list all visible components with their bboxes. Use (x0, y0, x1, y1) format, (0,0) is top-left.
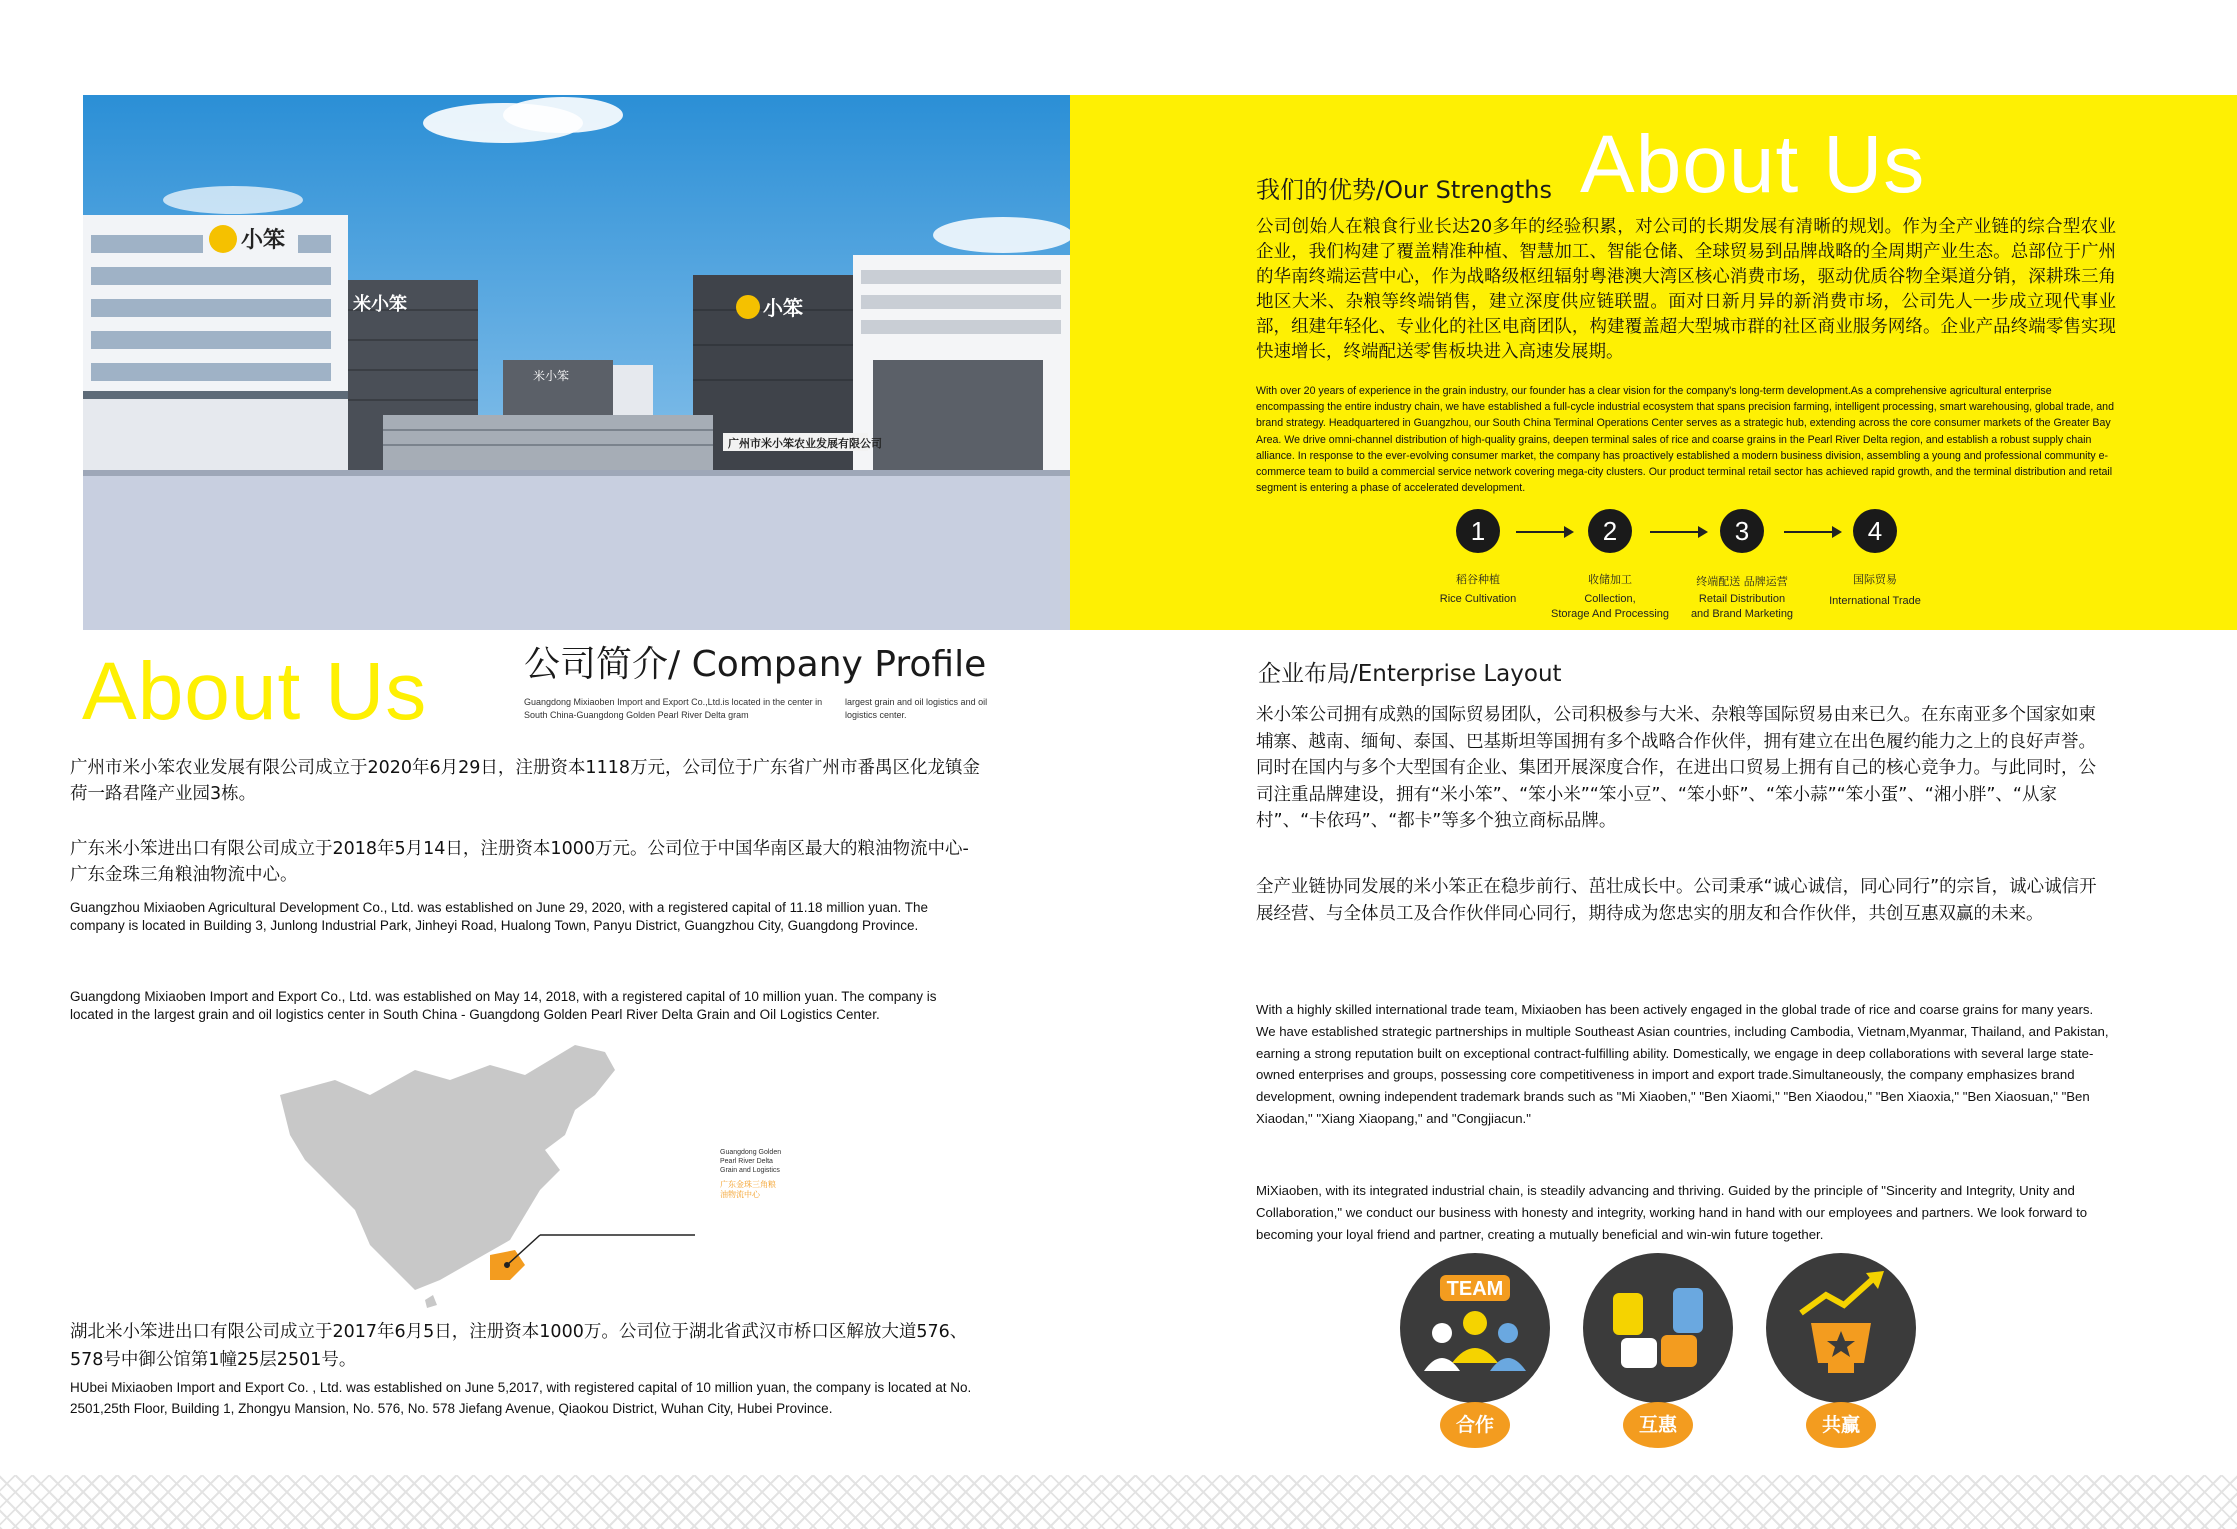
step-3-cn: 终端配送 品牌运营 (1696, 575, 1788, 588)
svg-text:小笨: 小笨 (241, 228, 286, 253)
step-arrow (1650, 531, 1706, 533)
layout-cn-p2: 全产业链协同发展的米小笨正在稳步前行、茁壮成长中。公司秉承“诚心诚信，同心同行”的宗旨，诚心诚信开展经营、与全体员工及合作伙伴同心同行，期待成为您忠实的朋友和合作伙伴，共创互惠双赢的未来。 (1256, 877, 2097, 924)
map-label-cn: 广东金珠三角粮油物流中心 (720, 1180, 776, 1199)
gate-sign-text: 广州市米小笨农业发展有限公司 (728, 437, 882, 450)
trophy-badge (1766, 1253, 1916, 1403)
step-1-circle: 1 (1456, 509, 1500, 553)
china-map-icon (275, 1040, 815, 1314)
step-2-en: Collection, Storage And Processing (1550, 593, 1670, 620)
step-1-en: Rice Cultivation (1439, 593, 1517, 605)
profile-p3-cn: 湖北米小笨进出口有限公司成立于2017年6月5日，注册资本1000万。公司位于湖北省武汉市桥口区解放大道576、578号中御公馆第1幢25层2501号。 (70, 1322, 968, 1370)
strengths-title: 我们的优势/Our Strengths (1256, 176, 1553, 204)
svg-text:米小笨: 米小笨 (533, 369, 570, 383)
team-icon-text: TEAM (1446, 1278, 1504, 1300)
hands-icon (1583, 1253, 1733, 1403)
profile-p2-en: Guangdong Mixiaoben Import and Export Co., Ltd. was established on May 14, 2018, with a registered capital of 10 million yuan. The company is located in the largest grain and oil logistics center in South China - Guangdong Golden Pearl River Delta Grain and Oil Logistics Center. (70, 989, 937, 1022)
strengths-en-text: With over 20 years of experience in the grain industry, our founder has a clear vision for the company's long-term development.As a comprehensive agricultural enterprise encompassing the entire industry chain, we have established a full-cycle industrial ecosystem that spans precision farming, intelligent processing, smart warehousing, global trade, and brand strategy. Headquartered in Guangzhou, our South China Terminal Operations Center serves as a strategic hub, extending across the core consumer markets of the Greater Bay Area. We drive omni-channel distribution of high-quality grains, deepen terminal sales of rice and coarse grains in the Pearl River Delta region, and establish a robust supply chain alliance. In response to the ever-evolving consumer market, the company has proactively established a modern business division, assembling a young and professional community e-commerce team to build a commercial service network covering mega-city clusters. Our product terminal retail sector has achieved rapid growth, and the terminal distribution and retail segment is entering a phase of accelerated development. (1256, 385, 2114, 495)
badge-label-win-win: 共赢 (1806, 1402, 1876, 1448)
profile-subtitle-right: largest grain and oil logistics and oil logistics center. (845, 697, 988, 720)
step-3-circle: 3 (1720, 509, 1764, 553)
step-arrow (1516, 531, 1572, 533)
profile-p1-cn: 广州市米小笨农业发展有限公司成立于2020年6月29日，注册资本1118万元，公司位于广东省广州市番禺区化龙镇金荷一路君隆产业园3栋。 (70, 758, 980, 804)
profile-p2-cn: 广东米小笨进出口有限公司成立于2018年5月14日，注册资本1000万元。公司位于中国华南区最大的粮油物流中心-广东金珠三角粮油物流中心。 (70, 839, 969, 885)
layout-cn-p1: 米小笨公司拥有成熟的国际贸易团队，公司积极参与大米、杂粮等国际贸易由来已久。在东南亚多个国家如柬埔寨、越南、缅甸、泰国、巴基斯坦等国拥有多个战略合作伙伴，拥有建立在出色履约能力之上的良好声誉。同时在国内与多个大型国有企业、集团开展深度合作，在进出口贸易上拥有自己的核心竞争力。与此同时，公司注重品牌建设，拥有“米小笨”、“笨小米”“笨小豆”、“笨小虾”、“笨小蒜”“笨小蛋”、“湘小胖”、“从家村”、“卡依玛”、“都卡”等多个独立商标品牌。 (1256, 705, 2096, 831)
step-4-cn: 国际贸易 (1853, 573, 1897, 586)
team-badge (1400, 1253, 1550, 1403)
company-building-photo (83, 95, 1070, 630)
step-2-circle: 2 (1588, 509, 1632, 553)
badge-label-mutual-benefit: 互惠 (1623, 1402, 1693, 1448)
enterprise-layout-title: 企业布局/Enterprise Layout (1258, 661, 1562, 687)
about-us-heading-yellow: About Us (82, 646, 428, 737)
profile-p1-en: Guangzhou Mixiaoben Agricultural Development Co., Ltd. was established on June 29, 2020, with a registered capital of 11.18 million yuan. The company is located in Building 3, Junlong Industrial Park, Jinheyi Road, Hualong Town, Panyu District, Guangzhou City, Guangdong Province. (70, 900, 929, 933)
step-4-circle: 4 (1853, 509, 1897, 553)
profile-p3-en: HUbei Mixiaoben Import and Export Co. , Ltd. was established on June 5,2017, with registered capital of 10 million yuan, the company is located at No. 2501,25th Floor, Building 1, Zhongyu Mansion, No. 576, No. 578 Jiefang Avenue, Qiaokou District, Wuhan City, Hubei Province. (70, 1380, 972, 1416)
team-icon (1400, 1253, 1550, 1403)
step-3-en: Retail Distribution and Brand Marketing (1690, 593, 1794, 620)
company-profile-title: 公司简介/ Company Profile (524, 644, 987, 685)
layout-en-p1: With a highly skilled international trade team, Mixiaoben has been actively engaged in the global trade of rice and coarse grains for many years. We have established strategic partnerships in multiple Southeast Asian countries, including Cambodia, Vietnam,Myanmar, Thailand, and Pakistan, earning a strong reputation built on exceptional contract-fulfilling ability. Domestically, we engage in deep collaborations with several large state-owned enterprises and groups, possessing core competitiveness in import and export trade.Simultaneously, the company emphasizes brand development, owning independent trademark brands such as "Mi Xiaoben," "Ben Xiaomi," "Ben Xiaodou," "Ben Xiaoxia," "Ben Xiaosuan," "Ben Xiaodan," "Xiang Xiaopang," and "Congjiacun." (1256, 1002, 2109, 1126)
hands-badge (1583, 1253, 1733, 1403)
svg-text:小笨: 小笨 (763, 296, 803, 320)
profile-subtitle-left: Guangdong Mixiaoben Import and Export Co.,Ltd.is located in the center in South China-Guangdong Golden Pearl River Delta gram (524, 697, 823, 720)
strengths-cn-text: 公司创始人在粮食行业长达20多年的经验积累，对公司的长期发展有清晰的规划。作为全产业链的综合型农业企业，我们构建了覆盖精准种植、智慧加工、智能仓储、全球贸易到品牌战略的全周期产业生态。总部位于广州的华南终端运营中心，作为战略级枢纽辐射粤港澳大湾区核心消费市场，驱动优质谷物全渠道分销，深耕珠三角地区大米、杂粮等终端销售，建立深度供应链联盟。面对日新月异的新消费市场，公司先人一步成立现代事业部，组建年轻化、专业化的社区电商团队，构建覆盖超大型城市群的社区商业服务网络。企业产品终端零售实现快速增长，终端配送零售板块进入高速发展期。 (1256, 217, 2116, 362)
step-4-en: International Trade (1829, 595, 1921, 607)
map-label-en: Guangdong Golden Pearl River Delta Grain and Logistics (720, 1149, 782, 1174)
step-2-cn: 收储加工 (1588, 573, 1632, 586)
step-arrow (1784, 531, 1840, 533)
badge-label-cooperation: 合作 (1440, 1402, 1510, 1448)
decorative-pattern-band (0, 1475, 2237, 1529)
about-us-heading-white: About Us (1580, 119, 1926, 210)
layout-en-p2: MiXiaoben, with its integrated industrial chain, is steadily advancing and thriving. Guided by the principle of "Sincerity and Integrity, Unity and Collaboration," we conduct our business with honesty and integrity, working hand in hand with our employees and partners. We look forward to becoming your loyal friend and partner, creating a mutually beneficial and win-win future together. (1256, 1183, 2088, 1242)
svg-text:米小笨: 米小笨 (353, 294, 407, 315)
trophy-growth-icon (1766, 1253, 1916, 1403)
step-1-cn: 稻谷种植 (1456, 573, 1500, 586)
